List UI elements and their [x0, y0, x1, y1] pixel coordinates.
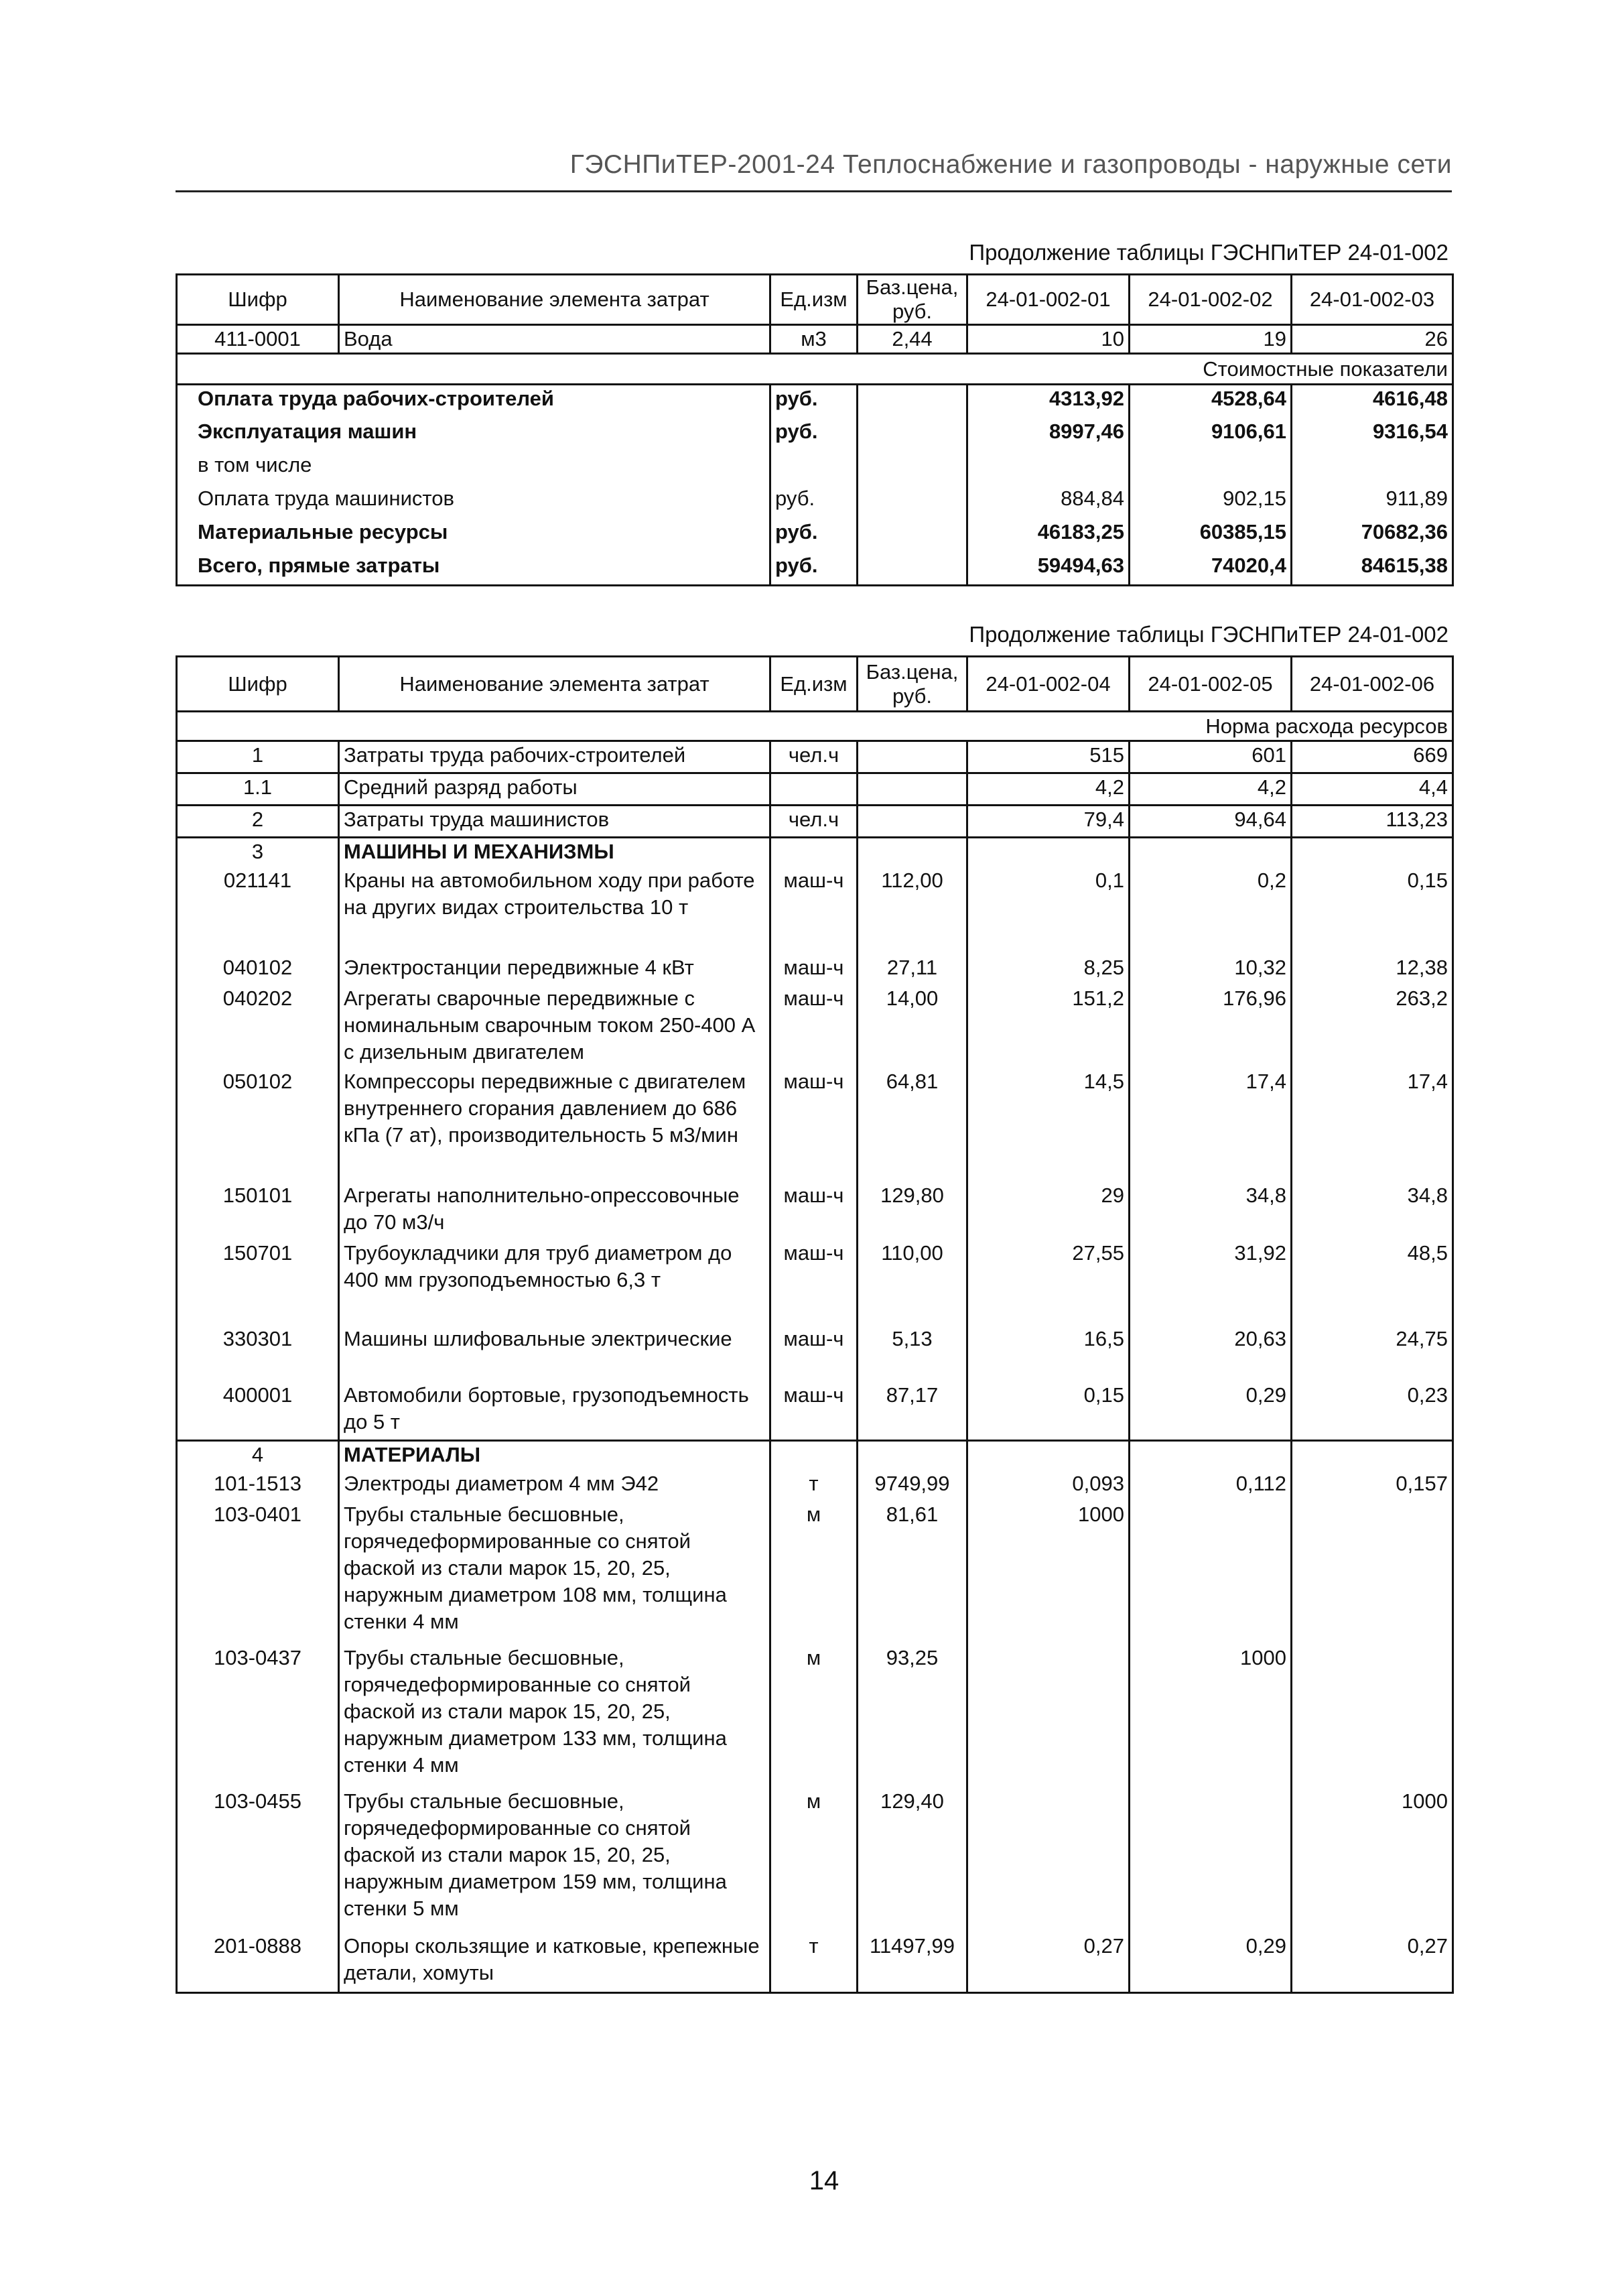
material-name: Трубы стальные бесшовные, горячедеформированные со снятой фаской из стали марок 15, 20, 25, наружным диаметром 108 мм, толщина стенки 4 мм: [339, 1501, 770, 1645]
machine-v2: 176,96: [1130, 985, 1292, 1068]
col-v3-header: 24-01-002-03: [1292, 275, 1453, 325]
empty-cell: [1130, 1441, 1292, 1470]
machine-code: 150701: [177, 1240, 339, 1326]
machine-v2: 10,32: [1130, 954, 1292, 985]
cost-row-price: [858, 552, 967, 586]
labor-v3: 4,4: [1292, 773, 1453, 806]
machine-v2: 0,29: [1130, 1382, 1292, 1441]
empty-cell: [1292, 1441, 1453, 1470]
machine-unit: маш-ч: [770, 954, 858, 985]
cost-row-price: [858, 418, 967, 452]
material-price: 9749,99: [858, 1470, 967, 1501]
col-unit-header: Ед.изм: [770, 657, 858, 712]
machine-v3: 17,4: [1292, 1068, 1453, 1182]
material-row: [177, 1470, 1453, 1501]
machine-row: [177, 1182, 1453, 1240]
material-v1: 0,27: [967, 1933, 1130, 1993]
col-name-header: Наименование элемента затрат: [339, 657, 770, 712]
labor-v2: 94,64: [1130, 806, 1292, 838]
machine-v3: 0,23: [1292, 1382, 1453, 1441]
water-v3: 26: [1292, 325, 1453, 354]
empty-cell: [858, 838, 967, 867]
cost-row-v3: 9316,54: [1292, 418, 1453, 452]
machine-price: 27,11: [858, 954, 967, 985]
machines-code: 3: [177, 838, 339, 867]
machine-v1: 16,5: [967, 1326, 1130, 1382]
cost-row-v2: [1130, 452, 1292, 485]
col-v1-header: 24-01-002-01: [967, 275, 1130, 325]
page-number: 14: [809, 2166, 839, 2195]
machine-price: 5,13: [858, 1326, 967, 1382]
cost-row-v3: 911,89: [1292, 485, 1453, 519]
machine-v3: 0,15: [1292, 867, 1453, 954]
cost-row: [177, 552, 1453, 586]
cost-row-v3: 70682,36: [1292, 519, 1453, 552]
empty-cell: [967, 838, 1130, 867]
material-v3: 0,157: [1292, 1470, 1453, 1501]
water-v1: 10: [967, 325, 1130, 354]
col-code-header: Шифр: [177, 657, 339, 712]
machine-row: [177, 867, 1453, 954]
labor-v2: 601: [1130, 741, 1292, 773]
labor-code: 2: [177, 806, 339, 838]
water-code: 411-0001: [177, 325, 339, 354]
machine-unit: маш-ч: [770, 1240, 858, 1326]
machine-v1: 151,2: [967, 985, 1130, 1068]
labor-row: [177, 806, 1453, 838]
machine-unit: маш-ч: [770, 1326, 858, 1382]
machine-row: [177, 985, 1453, 1068]
machine-name: Автомобили бортовые, грузоподъемность до 5 т: [339, 1382, 770, 1441]
material-v2: 1000: [1130, 1645, 1292, 1788]
labor-v1: 79,4: [967, 806, 1130, 838]
empty-cell: [770, 1441, 858, 1470]
table1-section-row: [177, 354, 1453, 385]
labor-name: Затраты труда рабочих-строителей: [339, 741, 770, 773]
machine-code: 400001: [177, 1382, 339, 1441]
cost-row-unit: руб.: [770, 418, 858, 452]
empty-cell: [1292, 838, 1453, 867]
machine-v3: 263,2: [1292, 985, 1453, 1068]
materials-code: 4: [177, 1441, 339, 1470]
cost-row-v3: 4616,48: [1292, 385, 1453, 418]
cost-row: [177, 519, 1453, 552]
machine-name: Агрегаты наполнительно-опрессовочные до 70 м3/ч: [339, 1182, 770, 1240]
cost-row-v2: 74020,4: [1130, 552, 1292, 586]
labor-v2: 4,2: [1130, 773, 1292, 806]
empty-cell: [770, 838, 858, 867]
machine-code: 021141: [177, 867, 339, 954]
material-unit: м: [770, 1788, 858, 1933]
cost-row-price: [858, 452, 967, 485]
material-v3: 0,27: [1292, 1933, 1453, 1993]
machine-v3: 48,5: [1292, 1240, 1453, 1326]
cost-row-v2: 902,15: [1130, 485, 1292, 519]
labor-unit: чел.ч: [770, 741, 858, 773]
empty-cell: [858, 1441, 967, 1470]
machines-title: МАШИНЫ И МЕХАНИЗМЫ: [339, 838, 770, 867]
material-v1: 0,093: [967, 1470, 1130, 1501]
cost-row-v1: 59494,63: [967, 552, 1130, 586]
cost-row-v1: 46183,25: [967, 519, 1130, 552]
machine-price: 14,00: [858, 985, 967, 1068]
material-v1: 1000: [967, 1501, 1130, 1645]
cost-row-v1: 8997,46: [967, 418, 1130, 452]
cost-table: [176, 273, 1454, 586]
labor-row: [177, 773, 1453, 806]
cost-row-v2: 9106,61: [1130, 418, 1292, 452]
machine-v2: 34,8: [1130, 1182, 1292, 1240]
cost-row: [177, 452, 1453, 485]
material-v1: [967, 1788, 1130, 1933]
material-v3: [1292, 1645, 1453, 1788]
machine-code: 150101: [177, 1182, 339, 1240]
material-v3: 1000: [1292, 1788, 1453, 1933]
material-code: 201-0888: [177, 1933, 339, 1993]
machine-row: [177, 1068, 1453, 1182]
water-v2: 19: [1130, 325, 1292, 354]
cost-row: [177, 385, 1453, 418]
material-price: 11497,99: [858, 1933, 967, 1993]
machine-code: 050102: [177, 1068, 339, 1182]
material-name: Трубы стальные бесшовные, горячедеформированные со снятой фаской из стали марок 15, 20, 25, наружным диаметром 159 мм, толщина стенки 5 мм: [339, 1788, 770, 1933]
machine-name: Агрегаты сварочные передвижные с номинальным сварочным током 250-400 А с дизельным двигателем: [339, 985, 770, 1068]
machine-v1: 8,25: [967, 954, 1130, 985]
machines-section-row: [177, 838, 1453, 867]
table2-continuation: Продолжение таблицы ГЭСНПиТЕР 24-01-002: [969, 622, 1448, 647]
machine-price: 64,81: [858, 1068, 967, 1182]
material-name: Опоры скользящие и катковые, крепежные детали, хомуты: [339, 1933, 770, 1993]
labor-v3: 669: [1292, 741, 1453, 773]
machine-price: 87,17: [858, 1382, 967, 1441]
machine-name: Машины шлифовальные электрические: [339, 1326, 770, 1382]
material-price: 81,61: [858, 1501, 967, 1645]
resource-table: [176, 655, 1454, 1994]
cost-row-v1: 884,84: [967, 485, 1130, 519]
material-price: 93,25: [858, 1645, 967, 1788]
col-price-header: Баз.цена, руб.: [858, 657, 967, 712]
table1-continuation: Продолжение таблицы ГЭСНПиТЕР 24-01-002: [969, 240, 1448, 265]
labor-name: Средний разряд работы: [339, 773, 770, 806]
material-v2: 0,112: [1130, 1470, 1292, 1501]
machine-unit: маш-ч: [770, 985, 858, 1068]
material-unit: т: [770, 1933, 858, 1993]
col-v2-header: 24-01-002-05: [1130, 657, 1292, 712]
machine-row: [177, 1326, 1453, 1382]
cost-row-name: Оплата труда рабочих-строителей: [177, 385, 770, 418]
col-v2-header: 24-01-002-02: [1130, 275, 1292, 325]
cost-row-v2: 4528,64: [1130, 385, 1292, 418]
page-header-text: ГЭСНПиТЕР-2001-24 Теплоснабжение и газопроводы - наружные сети: [569, 150, 1452, 179]
col-name-header: Наименование элемента затрат: [339, 275, 770, 325]
materials-section-row: [177, 1441, 1453, 1470]
material-unit: т: [770, 1470, 858, 1501]
cost-row-name: Оплата труда машинистов: [177, 485, 770, 519]
cost-row-v1: [967, 452, 1130, 485]
machine-price: 112,00: [858, 867, 967, 954]
cost-row-name: Материальные ресурсы: [177, 519, 770, 552]
material-code: 103-0455: [177, 1788, 339, 1933]
machine-unit: маш-ч: [770, 1068, 858, 1182]
machine-v3: 34,8: [1292, 1182, 1453, 1240]
col-code-header: Шифр: [177, 275, 339, 325]
col-v1-header: 24-01-002-04: [967, 657, 1130, 712]
material-row: [177, 1933, 1453, 1993]
material-unit: м: [770, 1501, 858, 1645]
machine-unit: маш-ч: [770, 1382, 858, 1441]
labor-price: [858, 773, 967, 806]
machine-v1: 0,15: [967, 1382, 1130, 1441]
empty-cell: [967, 1441, 1130, 1470]
machine-v3: 12,38: [1292, 954, 1453, 985]
material-row: [177, 1788, 1453, 1933]
cost-row: [177, 485, 1453, 519]
labor-name: Затраты труда машинистов: [339, 806, 770, 838]
cost-row-price: [858, 519, 967, 552]
machine-name: Краны на автомобильном ходу при работе на других видах строительства 10 т: [339, 867, 770, 954]
machine-name: Электростанции передвижные 4 кВт: [339, 954, 770, 985]
machine-row: [177, 1382, 1453, 1441]
machine-price: 129,80: [858, 1182, 967, 1240]
machine-v2: 17,4: [1130, 1068, 1292, 1182]
material-row: [177, 1645, 1453, 1788]
cost-row: [177, 418, 1453, 452]
material-code: 103-0437: [177, 1645, 339, 1788]
labor-price: [858, 806, 967, 838]
cost-row-name: Эксплуатация машин: [177, 418, 770, 452]
cost-row-unit: руб.: [770, 485, 858, 519]
cost-row-name: в том числе: [177, 452, 770, 485]
cost-row-v3: [1292, 452, 1453, 485]
material-unit: м: [770, 1645, 858, 1788]
labor-v3: 113,23: [1292, 806, 1453, 838]
page-header: [176, 150, 1452, 192]
material-code: 103-0401: [177, 1501, 339, 1645]
machine-code: 040202: [177, 985, 339, 1068]
machine-row: [177, 954, 1453, 985]
water-row: [177, 325, 1453, 354]
material-v1: [967, 1645, 1130, 1788]
empty-cell: [1130, 838, 1292, 867]
machine-v1: 29: [967, 1182, 1130, 1240]
machine-code: 040102: [177, 954, 339, 985]
material-code: 101-1513: [177, 1470, 339, 1501]
cost-row-v3: 84615,38: [1292, 552, 1453, 586]
materials-title: МАТЕРИАЛЫ: [339, 1441, 770, 1470]
material-price: 129,40: [858, 1788, 967, 1933]
material-row: [177, 1501, 1453, 1645]
machine-name: Трубоукладчики для труб диаметром до 400 мм грузоподъемностью 6,3 т: [339, 1240, 770, 1326]
labor-code: 1: [177, 741, 339, 773]
material-v2: [1130, 1501, 1292, 1645]
machine-v1: 27,55: [967, 1240, 1130, 1326]
machine-unit: маш-ч: [770, 867, 858, 954]
cost-row-unit: руб.: [770, 552, 858, 586]
machine-row: [177, 1240, 1453, 1326]
machine-price: 110,00: [858, 1240, 967, 1326]
table2-section-label: Норма расхода ресурсов: [177, 712, 1453, 741]
cost-row-v1: 4313,92: [967, 385, 1130, 418]
water-name: Вода: [339, 325, 770, 354]
col-v3-header: 24-01-002-06: [1292, 657, 1453, 712]
material-name: Электроды диаметром 4 мм Э42: [339, 1470, 770, 1501]
labor-price: [858, 741, 967, 773]
labor-unit: [770, 773, 858, 806]
material-v3: [1292, 1501, 1453, 1645]
machine-name: Компрессоры передвижные с двигателем внутреннего сгорания давлением до 686 кПа (7 ат), производительность 5 м3/мин: [339, 1068, 770, 1182]
material-v2: 0,29: [1130, 1933, 1292, 1993]
cost-row-unit: руб.: [770, 519, 858, 552]
labor-code: 1.1: [177, 773, 339, 806]
labor-unit: чел.ч: [770, 806, 858, 838]
material-name: Трубы стальные бесшовные, горячедеформированные со снятой фаской из стали марок 15, 20, 25, наружным диаметром 133 мм, толщина стенки 4 мм: [339, 1645, 770, 1788]
table2-header-row: [177, 657, 1453, 712]
table1-section-label: Стоимостные показатели: [177, 354, 1453, 385]
cost-row-price: [858, 485, 967, 519]
cost-row-v2: 60385,15: [1130, 519, 1292, 552]
cost-row-price: [858, 385, 967, 418]
col-unit-header: Ед.изм: [770, 275, 858, 325]
machine-code: 330301: [177, 1326, 339, 1382]
table1-header-row: [177, 275, 1453, 325]
water-price: 2,44: [858, 325, 967, 354]
machine-v2: 0,2: [1130, 867, 1292, 954]
labor-v1: 4,2: [967, 773, 1130, 806]
cost-row-unit: руб.: [770, 385, 858, 418]
col-price-header: Баз.цена, руб.: [858, 275, 967, 325]
material-v2: [1130, 1788, 1292, 1933]
machine-v2: 20,63: [1130, 1326, 1292, 1382]
table2-section-row: [177, 712, 1453, 741]
machine-v1: 0,1: [967, 867, 1130, 954]
machine-unit: маш-ч: [770, 1182, 858, 1240]
machine-v3: 24,75: [1292, 1326, 1453, 1382]
cost-row-name: Всего, прямые затраты: [177, 552, 770, 586]
labor-v1: 515: [967, 741, 1130, 773]
cost-row-unit: [770, 452, 858, 485]
labor-row: [177, 741, 1453, 773]
water-unit: м3: [770, 325, 858, 354]
machine-v1: 14,5: [967, 1068, 1130, 1182]
machine-v2: 31,92: [1130, 1240, 1292, 1326]
